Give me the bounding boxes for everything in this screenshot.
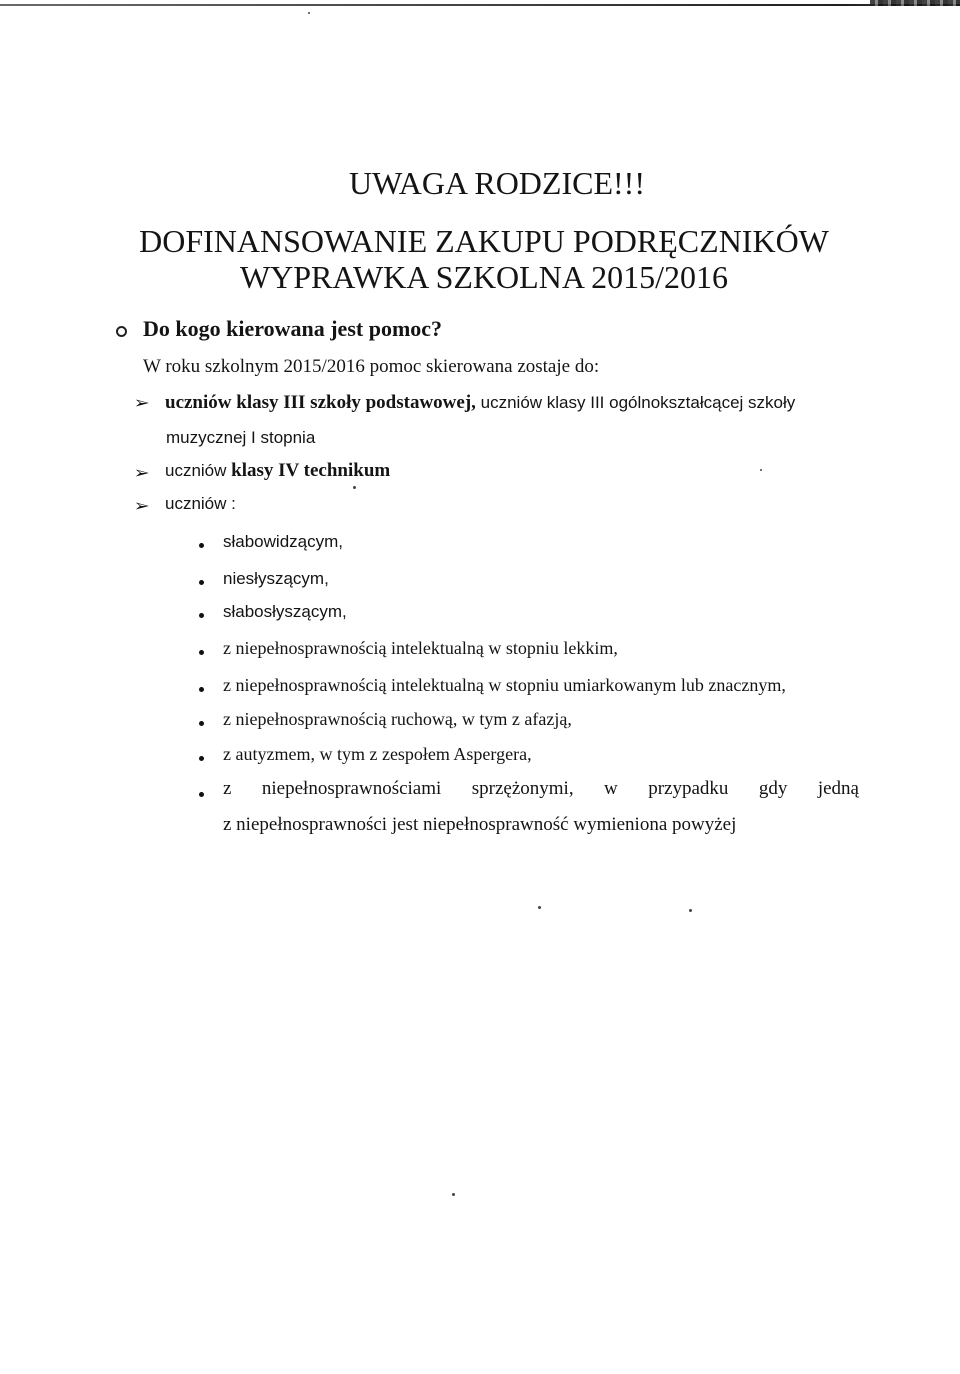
filled-dot-icon [199,580,204,585]
scan-top-border [0,4,960,6]
scan-speck [689,909,692,912]
filled-dot-icon [199,543,204,548]
group-1-line [165,392,795,414]
filled-dot-icon [199,650,204,655]
arrowhead-bullet-icon: ➢ [133,463,150,482]
scan-speck [760,469,762,471]
justified-word: w [604,778,618,799]
justified-word: z [223,778,232,799]
justified-word: jedną [817,778,859,799]
filled-dot-icon [199,792,204,797]
scan-speck [353,486,356,489]
scan-edge-artifact [870,0,960,6]
list-item-continuation: z niepełnosprawności jest niepełnosprawność wymieniona powyżej [223,814,737,835]
list-item: słabowidzącym, [223,532,343,551]
arrowhead-bullet-icon: ➢ [133,496,150,515]
group-3-line: uczniów : [165,494,236,513]
list-item: niesłyszącym, [223,569,329,588]
list-item: z niepełnosprawnością intelektualną w stopniu umiarkowanym lub znacznym, [223,675,786,695]
filled-dot-icon [199,756,204,761]
group-2-plain: uczniów [165,461,232,480]
filled-dot-icon [199,613,204,618]
list-item: z niepełnosprawnością ruchową, w tym z afazją, [223,709,572,729]
list-item: z niepełnosprawnością intelektualną w stopniu lekkim, [223,638,618,658]
filled-dot-icon [199,721,204,726]
filled-dot-icon [199,687,204,692]
section-question: Do kogo kierowana jest pomoc? [143,316,443,341]
heading-line-2: WYPRAWKA SZKOLNA 2015/2016 [239,259,729,295]
group-1-bold: uczniów klasy III szkoły podstawowej, [165,392,476,413]
group-1-continuation: muzycznej I stopnia [166,428,316,447]
list-item: z autyzmem, w tym z zespołem Aspergera, [223,744,532,764]
hollow-circle-icon [116,326,127,337]
arrowhead-bullet-icon: ➢ [133,393,150,412]
justified-word: przypadku [648,778,729,799]
scan-speck [308,12,310,14]
scan-speck [452,1193,455,1196]
list-item-justified [223,778,859,800]
justified-word: niepełnosprawnościami [261,778,442,799]
group-2-bold: klasy IV technikum [231,460,391,481]
heading-line-1: DOFINANSOWANIE ZAKUPU PODRĘCZNIKÓW [139,223,829,259]
group-1-rest: uczniów klasy III ogólnokształcącej szkoły [475,393,796,412]
intro-text: W roku szkolnym 2015/2016 pomoc skierowana zostaje do: [143,356,600,377]
justified-word: gdy [758,778,788,799]
group-2-line [165,460,390,482]
scan-speck [538,906,541,909]
announcement-title: UWAGA RODZICE!!! [349,165,645,201]
list-item: słabosłyszącym, [223,602,347,621]
justified-word: sprzężonymi, [471,778,574,799]
